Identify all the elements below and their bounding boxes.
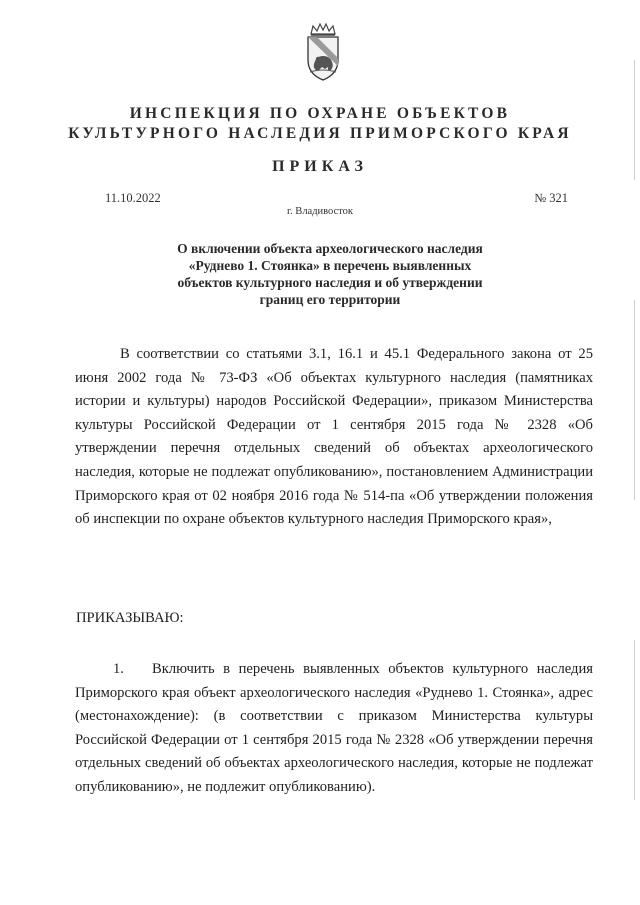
document-city: г. Владивосток (286, 206, 354, 217)
preamble-paragraph: В соответствии со статьями 3.1, 16.1 и 45.1 Федерального закона от 25 июня 2002 года № 73-ФЗ «Об объектах культурного наследия (памятниках истории и культуры) народов Российской Федерации», приказом Министерства культуры Российской Федерации от 1 сентября 2015 года № 2328 «Об утверждении перечня отдельных сведений об объектах археологического наследия, которые не подлежат опубликованию», постановлением Администрации Приморского края от 02 ноября 2016 года № 514-па «Об утверждении положения об инспекции по охране объектов культурного наследия Приморского края», (75, 346, 593, 528)
document-title (120, 240, 540, 308)
document-number: № 321 (534, 191, 568, 205)
title-line: объектов культурного наследия и об утверждении (177, 275, 483, 290)
scan-artifact-line (634, 300, 635, 500)
organization-name-line-1: ИНСПЕКЦИЯ ПО ОХРАНЕ ОБЪЕКТОВ (129, 105, 511, 122)
order-item-1 (75, 658, 593, 800)
organization-name-line-2: КУЛЬТУРНОГО НАСЛЕДИЯ ПРИМОРСКОГО КРАЯ (68, 125, 572, 142)
order-word: ПРИКАЗЫВАЮ: (76, 610, 184, 626)
document-date: 11.10.2022 (105, 191, 161, 205)
coat-of-arms-icon (303, 22, 343, 84)
title-line: О включении объекта археологического наследия (177, 241, 483, 256)
scan-artifact-line (634, 60, 635, 180)
order-item-text: Включить в перечень выявленных объектов культурного наследия Приморского края объект археологического наследия «Руднево 1. Стоянка», адрес (местонахождение): (в соответствии с приказом Министерства культуры Российской Федерации от 1 сентября 2015 года № 2328 «Об утверждении перечня отдельных сведений об объектах археологического наследия, которые не подлежат опубликованию», не подлежит опубликованию). (75, 661, 593, 795)
title-line: «Руднево 1. Стоянка» в перечень выявленных (188, 258, 472, 273)
title-line: границ его территории (259, 292, 401, 307)
document-type: ПРИКАЗ (272, 158, 368, 175)
scan-artifact-line (634, 640, 635, 800)
order-item-number: 1. (113, 661, 124, 677)
